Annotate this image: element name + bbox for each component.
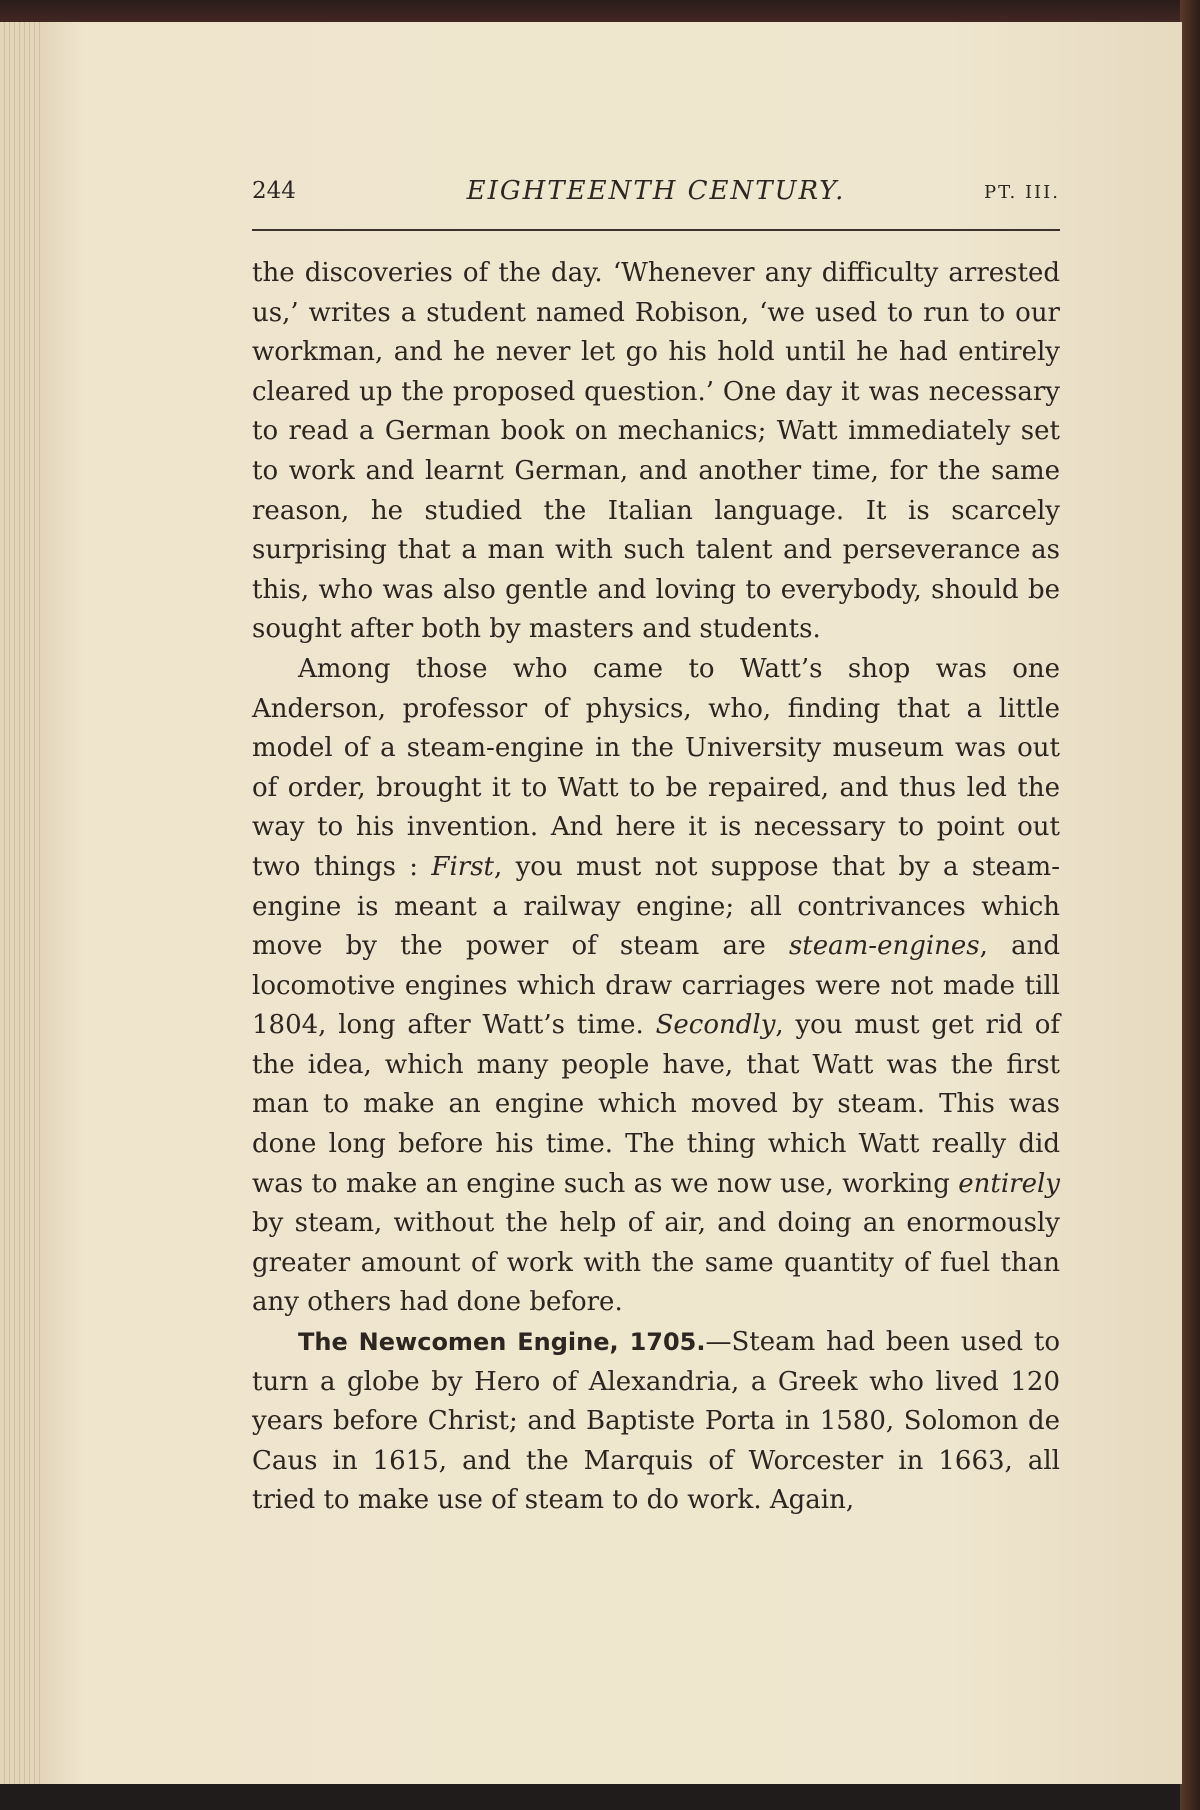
emphasis-steam-engines: steam-engines	[788, 931, 980, 962]
header-rule	[252, 229, 1060, 231]
emphasis-first: First	[431, 851, 494, 882]
page-number: 244	[252, 178, 296, 204]
paragraph-2-text-3: , and locomotive engines which draw carriages were not made till 1804, long after Watt’s time.	[252, 931, 1060, 1041]
paragraph-2-text-2: , you must not suppose that by a steam-engine is meant a railway engine; all contrivances which move by the power of steam are	[252, 851, 1061, 962]
emphasis-secondly: Secondly	[655, 1010, 776, 1041]
emphasis-entirely: entirely	[958, 1168, 1060, 1199]
paragraph-2-text-5: by steam, without the help of air, and doing an enormously greater amount of work with the same quantity of fuel than any others had done before.	[252, 1208, 1060, 1318]
book-bottom-edge	[0, 1780, 1200, 1810]
header-title: EIGHTEENTH CENTURY.	[466, 176, 846, 206]
part-label: PT. III.	[984, 182, 1060, 203]
paragraph-anderson	[252, 650, 1060, 1323]
section-heading-newcomen: The Newcomen Engine, 1705.	[298, 1328, 706, 1357]
paragraph-continuation	[252, 254, 1060, 650]
paragraph-newcomen	[252, 1323, 1060, 1521]
body-text	[252, 254, 1060, 1521]
paragraph-2-text-1: Among those who came to Watt’s shop was one Anderson, professor of physics, who, finding that a little model of a steam-engine in the University museum was out of order, brought it to Watt to be repaired, and thus led the way to his invention. And here it is necessary to point out two things :	[252, 653, 1060, 882]
book-cover-edge	[1180, 0, 1200, 1810]
paragraph-3-text: —Steam had been used to turn a globe by Hero of Alexandria, a Greek who lived 120 years before Christ; and Baptiste Porta in 1580, Solomon de Caus in 1615, and the Marquis of Worcester in 1663, all tried to make use of steam to do work. Again,	[252, 1327, 1060, 1516]
running-head	[252, 168, 1060, 208]
paragraph-1-text: the discoveries of the day. ‘Whenever any difficulty arrested us,’ writes a student named Robison, ‘we used to run to our workman, and he never let go his hold until he had entirely cleared up the proposed question.’ One day it was necessary to read a German book on mechanics; Watt immediately set to work and learnt German, and another time, for the same reason, he studied the Italian language. It is scarcely surprising that a man with such talent and perseverance as this, who was also gentle and loving to everybody, should be sought after both by masters and students.	[252, 258, 1060, 645]
page-stack-edges	[0, 22, 44, 1784]
paragraph-2-text-4: , you must get rid of the idea, which many people have, that Watt was the first man to make an engine which moved by steam. This was done long before his time. The thing which Watt really did was to make an engine such as we now use, working	[252, 1010, 1060, 1199]
